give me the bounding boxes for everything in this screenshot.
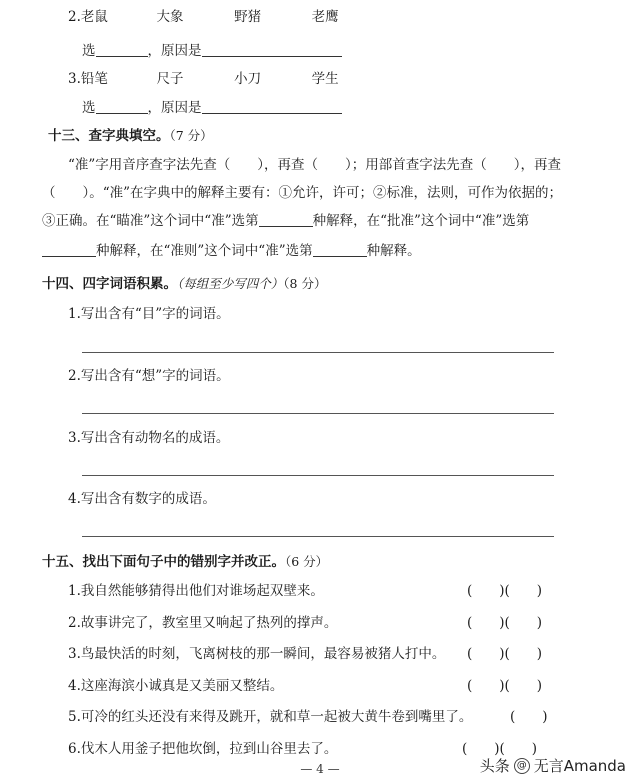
section-14-heading: 十四、四字词语积累。（每组至少写四个）（8 分） [42,276,327,292]
answer-blank[interactable] [42,243,96,257]
watermark-prefix: 头条 [479,757,510,775]
section-13-line-2: （ ）。“准”在字典中的解释主要有：①允许，许可；②标准，法则，可作为依据的； [42,185,563,201]
q12-3-options [68,70,339,88]
option-word: 2.老鼠 [68,9,108,25]
section-13-line-3: ③正确。在“瞄准”这个词中“准”选第 种解释，在“批准”这个词中“准”选第 [42,213,530,229]
answer-blank[interactable] [202,100,342,114]
option-word: 3.铅笔 [68,71,108,87]
q12-2-options [68,8,339,26]
answer-line[interactable] [82,536,554,537]
option-word: 大象 [156,9,184,25]
q12-3-answer: 选 ，原因是 [82,99,342,117]
section-15-item: 5.可冷的红头还没有来得及跳开，就和草一起被大黄牛卷到嘴里了。 [68,709,473,725]
answer-blank[interactable] [96,43,148,57]
section-15-item: 6.伐木人用釜子把他坎倒，拉到山谷里去了。 [68,741,338,757]
watermark [480,755,626,776]
at-icon: @ [514,758,530,774]
correction-parens[interactable]: ( )( ) [462,741,538,757]
section-14-item: 4.写出含有数字的成语。 [68,491,216,507]
option-word: 尺子 [156,71,184,87]
answer-line[interactable] [82,413,554,414]
section-14-item: 2.写出含有“想”字的词语。 [68,368,230,384]
correction-parens[interactable]: ( )( ) [467,678,543,694]
page-number: — 4 — [300,762,340,776]
option-word: 学生 [311,71,339,87]
option-word: 老鹰 [311,9,339,25]
correction-parens[interactable]: ( )( ) [467,583,543,599]
section-13-heading: 十三、查字典填空。（7 分） [48,128,213,144]
section-15-heading: 十五、找出下面句子中的错别字并改正。（6 分） [42,554,329,570]
option-word: 野猪 [234,9,262,25]
answer-line[interactable] [82,475,554,476]
watermark-name: 无言Amanda [533,757,626,775]
correction-parens[interactable]: ( )( ) [467,646,543,662]
q12-2-answer: 选 ，原因是 [82,42,342,60]
answer-blank[interactable] [202,43,342,57]
section-15-item: 2.故事讲完了，教室里又响起了热列的撑声。 [68,615,338,631]
correction-parens[interactable]: ( ) [510,709,548,725]
section-14-item: 3.写出含有动物名的成语。 [68,430,230,446]
section-13-line-1: “准”字用音序查字法先查（ ），再查（ ）；用部首查字法先查（ ），再查 [68,157,562,173]
correction-parens[interactable]: ( )( ) [467,615,543,631]
section-15-item: 3.鸟最快活的时刻，飞离树枝的那一瞬间，最容易被猪人打中。 [68,646,446,662]
section-14-item: 1.写出含有“目”字的词语。 [68,306,230,322]
section-13-line-4: 种解释，在“准则”这个词中“准”选第 种解释。 [42,242,421,260]
answer-blank[interactable] [96,100,148,114]
answer-blank[interactable] [313,243,367,257]
answer-blank[interactable] [259,213,313,227]
option-word: 小刀 [234,71,262,87]
section-15-item: 4.这座海滨小诚真是又美丽又整结。 [68,678,284,694]
answer-line[interactable] [82,352,554,353]
section-15-item: 1.我自然能够猜得出他们对谁场起双壁来。 [68,583,324,599]
